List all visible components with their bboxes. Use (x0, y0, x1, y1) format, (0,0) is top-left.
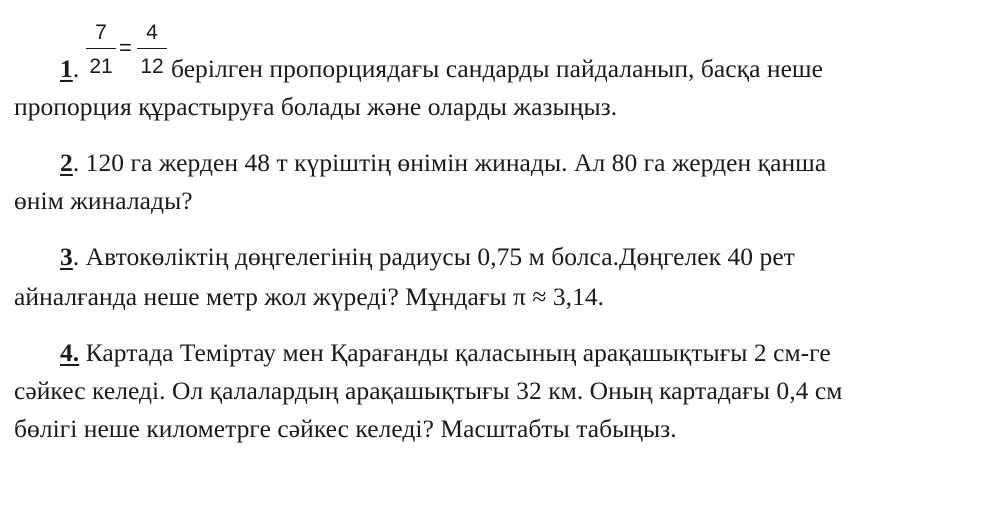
fraction-right-denominator: 12 (140, 55, 164, 78)
problem-1-number: 1 (60, 54, 73, 83)
fraction-right-numerator: 4 (146, 21, 158, 44)
problem-1-line-2: пропорция құрастыруға болады және оларды жазыңыз. (14, 92, 618, 121)
fraction-left-denominator-wrap (86, 56, 116, 78)
problem-3-line-1 (60, 242, 795, 272)
fraction-right-denominator-wrap (137, 56, 167, 78)
problem-3-line-2: айналғанда неше метр жол жүреді? Мұндағы π ≈ 3,14. (14, 282, 605, 311)
problem-1-number-line (60, 54, 79, 84)
fraction-4-over-12 (137, 22, 167, 44)
problem-4-line-2: сәйкес келеді. Ол қалалардың арақашықтығы 32 км. Оның картадағы 0,4 см (14, 376, 843, 405)
fraction-left-denominator: 21 (89, 55, 113, 78)
fraction-left-numerator: 7 (95, 21, 107, 44)
fraction-right-bar (137, 48, 167, 49)
problem-3-number: 3 (60, 242, 73, 271)
problem-3-line-1-text: . Автокөліктің дөңгелегінің радиусы 0,75 м болса.Дөңгелек 40 рет (72, 242, 795, 271)
problem-1-line-1: берілген пропорциядағы сандарды пайдаланып, басқа неше (171, 54, 823, 83)
problem-2-number: 2 (60, 148, 73, 177)
problem-2-line-1-text: . 120 га жерден 48 т күріштің өнімін жинады. Ал 80 га жерден қанша (72, 148, 827, 177)
problem-2-line-2: өнім жиналады? (14, 186, 193, 215)
equals-sign: = (119, 35, 132, 60)
problem-4-number: 4. (60, 338, 80, 367)
problem-1-dot: . (72, 54, 80, 83)
fraction-left-bar (86, 48, 116, 49)
problem-4-line-1-text: Картада Теміртау мен Қарағанды қаласының арақашықтығы 2 см-ге (79, 338, 831, 367)
fraction-7-over-21 (86, 22, 116, 44)
problem-4-line-1 (60, 338, 831, 368)
problem-4-line-3: бөлігі неше километрге сәйкес келеді? Масштабты табыңыз. (14, 414, 677, 443)
problem-2-line-1 (60, 148, 826, 178)
